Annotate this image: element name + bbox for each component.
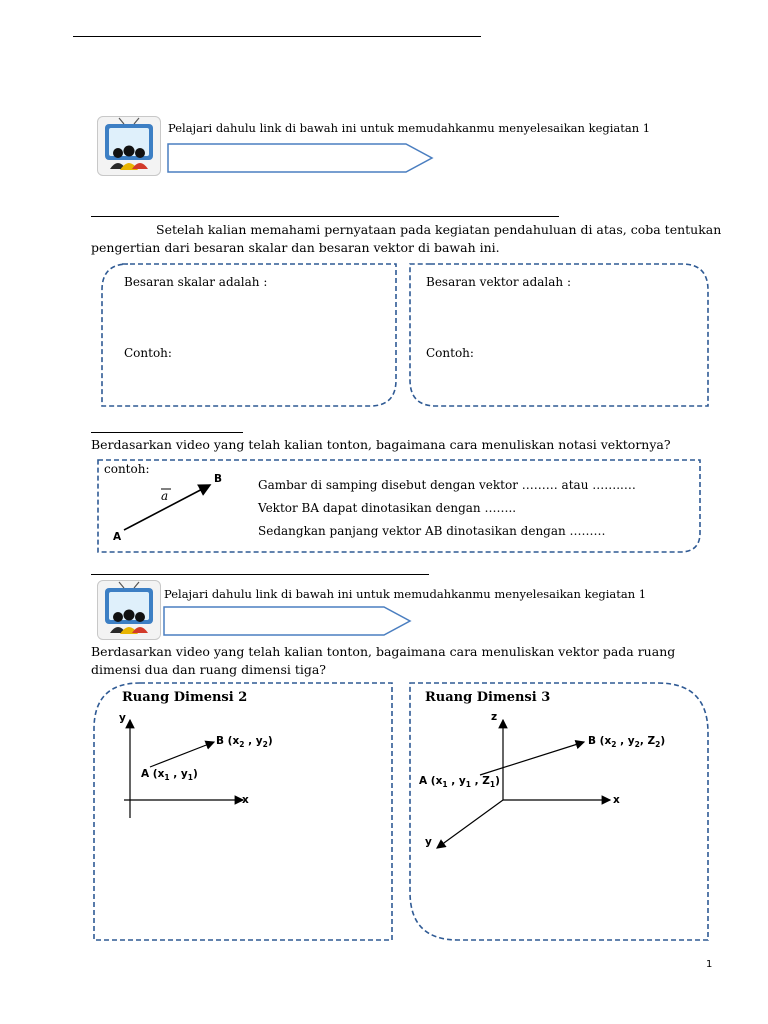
- section2-intro-line2: pengertian dari besaran skalar dan besaran vektor di bawah ini.: [91, 240, 500, 255]
- link-instruction-text: Pelajari dahulu link di bawah ini untuk memudahkanmu menyelesaikan kegiatan 1: [168, 121, 651, 135]
- dim3-point-b-label: B ($x_2$ , $y_2$, $Z_2$): [588, 735, 666, 750]
- dim3-title: Ruang Dimensi 3: [425, 690, 551, 705]
- example-label: contoh:: [104, 462, 150, 476]
- dimension-question-line2: dimensi dua dan ruang dimensi tiga?: [91, 662, 327, 677]
- link-arrow-box-2[interactable]: [162, 605, 414, 637]
- notation-question: Berdasarkan video yang telah kalian tonton, bagaimana cara menuliskan notasi vektornya?: [91, 437, 671, 452]
- scalar-definition-label: Besaran skalar adalah :: [124, 275, 268, 289]
- notation-line-1: Gambar di samping disebut dengan vektor ……… atau ……..…: [258, 478, 636, 492]
- dim3-axis-z-label: z: [491, 711, 498, 723]
- vector-example-label: Contoh:: [426, 346, 474, 360]
- scalar-example-label: Contoh:: [124, 346, 172, 360]
- dim3-axis-y-label: y: [425, 836, 432, 848]
- dim2-axis-x-label: x: [242, 794, 249, 806]
- dim2-title: Ruang Dimensi 2: [122, 690, 248, 705]
- section2-rule: [91, 216, 559, 217]
- vector-a-symbol: a: [161, 489, 169, 503]
- dim2-axes-diagram: [110, 712, 260, 822]
- section2-intro-line1: Setelah kalian memahami pernyataan pada kegiatan pendahuluan di atas, coba tentukan: [156, 222, 722, 237]
- notation-line-3: Sedangkan panjang vektor AB dinotasikan dengan ………: [258, 524, 606, 538]
- dim3-point-a-label: A ($x_1$ , $y_1$ , $Z_1$): [419, 775, 500, 790]
- page-number: 1: [706, 959, 713, 970]
- dim3-axis-x-label: x: [613, 794, 620, 806]
- notation-line-2: Vektor BA dapat dinotasikan dengan ……..: [258, 501, 517, 515]
- link-arrow-box[interactable]: [166, 142, 436, 174]
- link-instruction-text-2: Pelajari dahulu link di bawah ini untuk memudahkanmu menyelesaikan kegiatan 1: [164, 587, 647, 601]
- section4-rule: [91, 574, 429, 575]
- dim2-point-b-label: B ($x_2$ , $y_2$): [216, 735, 273, 750]
- section3-rule: [91, 432, 243, 433]
- point-b-label: B: [214, 473, 223, 485]
- vector-definition-label: Besaran vektor adalah :: [426, 275, 571, 289]
- top-rule: [73, 36, 481, 37]
- dim2-axis-y-label: y: [119, 712, 126, 724]
- tv-audience-icon-2: [97, 580, 161, 640]
- tv-audience-icon: [97, 116, 161, 176]
- dimension-question-line1: Berdasarkan video yang telah kalian tonton, bagaimana cara menuliskan vektor pada ruang: [91, 644, 676, 659]
- point-a-label: A: [113, 531, 122, 543]
- dim2-point-a-label: A ($x_1$ , $y_1$): [141, 768, 198, 783]
